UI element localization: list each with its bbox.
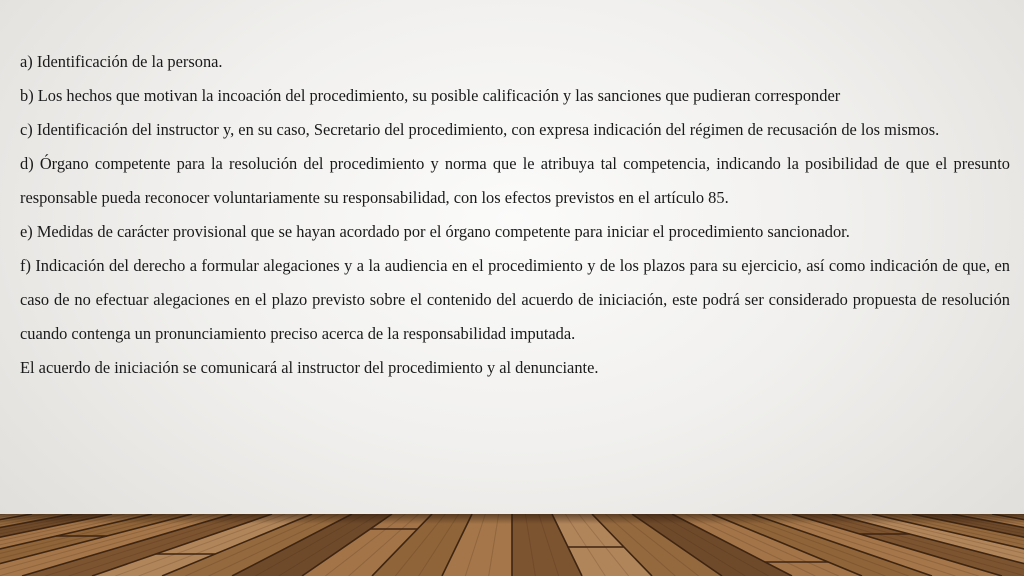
item-e: e) Medidas de carácter provisional que se hayan acordado por el órgano competente para iniciar el procedimiento sancionador. [20, 222, 850, 241]
floor-shadow [0, 514, 1024, 524]
slide-body-text [20, 45, 1010, 385]
item-d: d) Órgano competente para la resolución del procedimiento y norma que le atribuya tal competencia, indicando la posibilidad de que el presunto responsable pueda reconocer voluntariamente su responsabilidad, con los efectos previstos en el artículo 85. [20, 154, 1010, 207]
item-c: c) Identificación del instructor y, en su caso, Secretario del procedimiento, con expresa indicación del régimen de recusación de los mismos. [20, 120, 940, 139]
closing-note: El acuerdo de iniciación se comunicará al instructor del procedimiento y al denunciante. [20, 358, 599, 377]
item-b: b) Los hechos que motivan la incoación del procedimiento, su posible calificación y las sanciones que pudieran corresponder [20, 86, 841, 105]
item-a: a) Identificación de la persona. [20, 52, 223, 71]
item-f: f) Indicación del derecho a formular alegaciones y a la audiencia en el procedimiento y de los plazos para su ejercicio, así como indicación de que, en caso de no efectuar alegaciones en el plazo previsto sobre el contenido del acuerdo de iniciación, este podrá ser considerado propuesta de resolución cuando contenga un pronunciamiento preciso acerca de la responsabilidad imputada. [20, 256, 1010, 343]
wood-floor-decoration [0, 514, 1024, 576]
